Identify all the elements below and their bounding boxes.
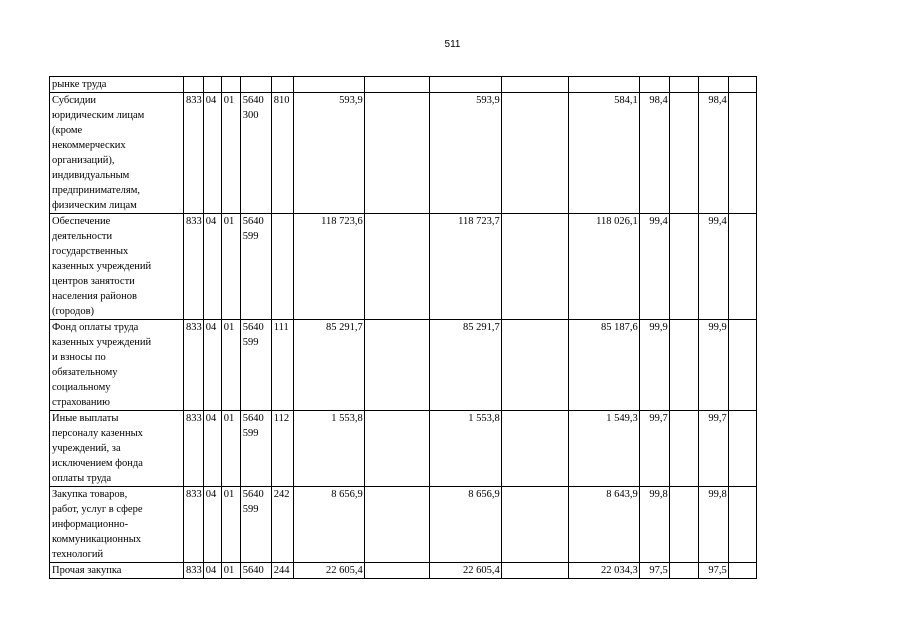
approved-amount-cell: 1 553,8 — [293, 411, 364, 487]
section-code-cell: 04 — [203, 214, 221, 320]
section-code-cell: 04 — [203, 563, 221, 579]
approved-amount-cell: 22 605,4 — [293, 563, 364, 579]
target-article-cell — [240, 214, 271, 320]
empty-cell — [364, 77, 429, 93]
target-article-cell-text: 5640 — [242, 565, 264, 576]
target-article-cell — [240, 487, 271, 563]
empty-cell — [728, 411, 756, 487]
empty-cell — [501, 411, 568, 487]
row-name-cell-text: Фонд оплаты труда казенных учреждений и взносы по обязательному социальному страхованию — [52, 322, 152, 408]
executed-amount-cell: 22 034,3 — [568, 563, 639, 579]
revised-amount-cell: 118 723,7 — [429, 214, 501, 320]
row-name-cell-text: Прочая закупка — [52, 565, 122, 576]
revised-amount-cell: 22 605,4 — [429, 563, 501, 579]
percent-revised-cell: 99,4 — [698, 214, 728, 320]
row-name-cell — [50, 411, 184, 487]
executed-amount-cell: 8 643,9 — [568, 487, 639, 563]
target-article-cell — [240, 77, 271, 93]
approved-amount-cell: 118 723,6 — [293, 214, 364, 320]
table-row — [50, 214, 757, 320]
executed-amount-cell — [568, 77, 639, 93]
row-name-cell-text: Обеспечение деятельности государственных казенных учреждений центров занятости населения районов (городов) — [52, 216, 152, 317]
revised-amount-cell: 593,9 — [429, 93, 501, 214]
section-code-cell: 04 — [203, 320, 221, 411]
target-article-cell — [240, 411, 271, 487]
section-code-cell: 04 — [203, 487, 221, 563]
table-row — [50, 563, 757, 579]
approved-amount-cell: 85 291,7 — [293, 320, 364, 411]
expense-type-cell: 111 — [271, 320, 293, 411]
empty-cell — [728, 563, 756, 579]
subsection-code-cell: 01 — [221, 411, 240, 487]
empty-cell — [501, 487, 568, 563]
empty-cell — [501, 93, 568, 214]
target-article-cell-text: 5640 599 — [242, 413, 264, 439]
empty-cell — [501, 77, 568, 93]
table-row — [50, 93, 757, 214]
department-code-cell: 833 — [184, 563, 204, 579]
empty-cell — [728, 214, 756, 320]
empty-cell — [501, 214, 568, 320]
percent-approved-cell: 98,4 — [639, 93, 669, 214]
target-article-cell-text: 5640 300 — [242, 95, 264, 121]
empty-cell — [364, 487, 429, 563]
percent-approved-cell: 99,4 — [639, 214, 669, 320]
row-name-cell-text: рынке труда — [52, 79, 107, 90]
revised-amount-cell: 8 656,9 — [429, 487, 501, 563]
row-name-cell-text: Субсидии юридическим лицам (кроме некоммерческих организаций), индивидуальным предпринимателям, физическим лицам — [52, 95, 145, 211]
percent-revised-cell: 98,4 — [698, 93, 728, 214]
empty-cell — [669, 487, 698, 563]
section-code-cell — [203, 77, 221, 93]
department-code-cell: 833 — [184, 411, 204, 487]
expense-type-cell: 242 — [271, 487, 293, 563]
target-article-cell-text: 5640 599 — [242, 216, 264, 242]
target-article-cell-text: 5640 599 — [242, 489, 264, 515]
expense-type-cell: 244 — [271, 563, 293, 579]
empty-cell — [728, 93, 756, 214]
percent-revised-cell: 99,8 — [698, 487, 728, 563]
executed-amount-cell: 118 026,1 — [568, 214, 639, 320]
empty-cell — [501, 563, 568, 579]
table-row — [50, 320, 757, 411]
revised-amount-cell: 1 553,8 — [429, 411, 501, 487]
empty-cell — [364, 93, 429, 214]
row-name-cell-text: Закупка товаров, работ, услуг в сфере информационно- коммуникационных технологий — [52, 489, 143, 560]
approved-amount-cell: 593,9 — [293, 93, 364, 214]
table-row — [50, 77, 757, 93]
budget-table — [49, 76, 757, 579]
empty-cell — [501, 320, 568, 411]
empty-cell — [728, 320, 756, 411]
subsection-code-cell: 01 — [221, 93, 240, 214]
empty-cell — [364, 320, 429, 411]
percent-approved-cell: 99,7 — [639, 411, 669, 487]
department-code-cell: 833 — [184, 93, 204, 214]
target-article-cell — [240, 93, 271, 214]
department-code-cell — [184, 77, 204, 93]
subsection-code-cell: 01 — [221, 320, 240, 411]
expense-type-cell: 112 — [271, 411, 293, 487]
department-code-cell: 833 — [184, 320, 204, 411]
row-name-cell — [50, 563, 184, 579]
page-number: 511 — [444, 39, 461, 50]
row-name-cell — [50, 93, 184, 214]
row-name-cell — [50, 77, 184, 93]
department-code-cell: 833 — [184, 214, 204, 320]
percent-approved-cell — [639, 77, 669, 93]
empty-cell — [669, 563, 698, 579]
revised-amount-cell: 85 291,7 — [429, 320, 501, 411]
percent-revised-cell: 99,7 — [698, 411, 728, 487]
subsection-code-cell: 01 — [221, 563, 240, 579]
table-row — [50, 411, 757, 487]
revised-amount-cell — [429, 77, 501, 93]
percent-revised-cell: 99,9 — [698, 320, 728, 411]
row-name-cell — [50, 320, 184, 411]
expense-type-cell — [271, 77, 293, 93]
empty-cell — [364, 563, 429, 579]
percent-approved-cell: 99,8 — [639, 487, 669, 563]
empty-cell — [669, 411, 698, 487]
target-article-cell — [240, 320, 271, 411]
section-code-cell: 04 — [203, 411, 221, 487]
subsection-code-cell: 01 — [221, 214, 240, 320]
empty-cell — [364, 411, 429, 487]
percent-revised-cell: 97,5 — [698, 563, 728, 579]
executed-amount-cell: 584,1 — [568, 93, 639, 214]
subsection-code-cell: 01 — [221, 487, 240, 563]
percent-approved-cell: 97,5 — [639, 563, 669, 579]
empty-cell — [669, 93, 698, 214]
approved-amount-cell: 8 656,9 — [293, 487, 364, 563]
row-name-cell — [50, 214, 184, 320]
target-article-cell — [240, 563, 271, 579]
section-code-cell: 04 — [203, 93, 221, 214]
executed-amount-cell: 85 187,6 — [568, 320, 639, 411]
table-row — [50, 487, 757, 563]
executed-amount-cell: 1 549,3 — [568, 411, 639, 487]
empty-cell — [669, 214, 698, 320]
empty-cell — [728, 77, 756, 93]
approved-amount-cell — [293, 77, 364, 93]
row-name-cell-text: Иные выплаты персоналу казенных учреждений, за исключением фонда оплаты труда — [52, 413, 143, 484]
percent-approved-cell: 99,9 — [639, 320, 669, 411]
department-code-cell: 833 — [184, 487, 204, 563]
subsection-code-cell — [221, 77, 240, 93]
expense-type-cell — [271, 214, 293, 320]
empty-cell — [669, 77, 698, 93]
target-article-cell-text: 5640 599 — [242, 322, 264, 348]
empty-cell — [364, 214, 429, 320]
row-name-cell — [50, 487, 184, 563]
percent-revised-cell — [698, 77, 728, 93]
expense-type-cell: 810 — [271, 93, 293, 214]
empty-cell — [669, 320, 698, 411]
empty-cell — [728, 487, 756, 563]
